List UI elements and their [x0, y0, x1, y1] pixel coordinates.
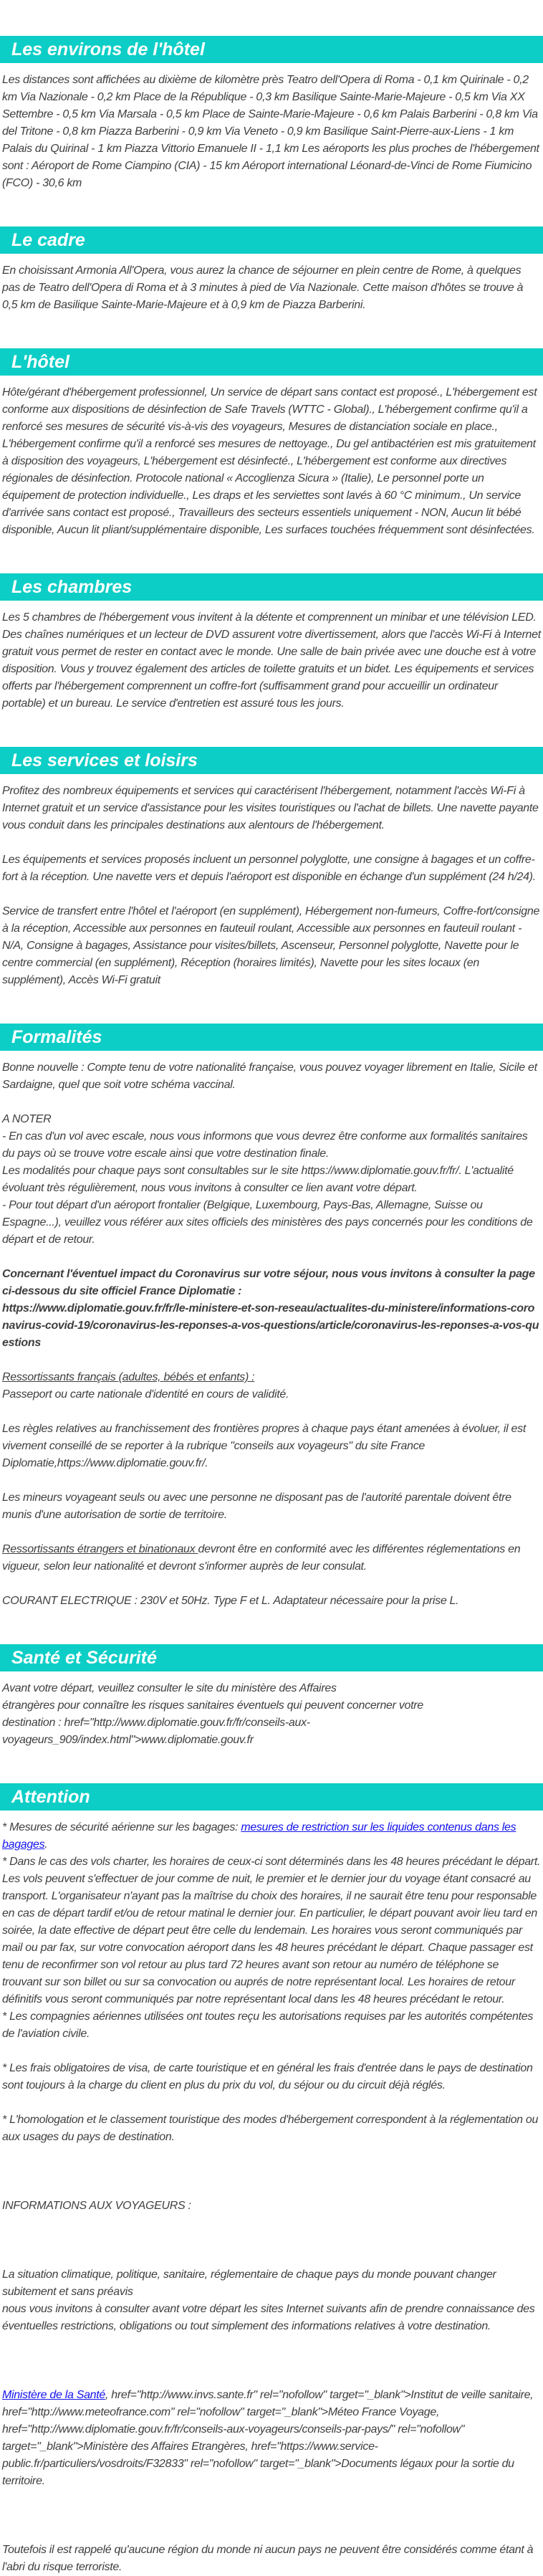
ressortissants-etrangers-rest: devront être en conformité avec les différentes réglementations en vigueur, selon leur nationalité et devront s'informer auprès de leur consulat. [2, 1543, 521, 1573]
section-services [0, 747, 543, 989]
section-environs-title: Les environs de l'hôtel [0, 36, 543, 63]
situation-block [2, 2266, 541, 2335]
section-cadre [0, 226, 543, 314]
section-sante-body [0, 1680, 543, 1749]
ressortissants-fr-heading: Ressortissants français (adultes, bébés et enfants) : [2, 1371, 255, 1383]
coronavirus-block [2, 1266, 541, 1352]
section-chambres [0, 573, 543, 712]
homologation-text: * L'homologation et le classement touristique des modes d'hébergement correspondent à la réglementation ou aux usages du pays de destination. [2, 2114, 539, 2143]
section-services-title: Les services et loisirs [0, 747, 543, 774]
section-formalites-body [0, 1059, 543, 1610]
section-sante-title: Santé et Sécurité [0, 1644, 543, 1671]
section-cadre-title: Le cadre [0, 226, 543, 254]
situation-line: nous vous invitons à consulter avant votre départ les sites Internet suivants afin de prendre connaissance des éventuelles restrictions, obligations ou tout simplement des informations relatives à votre destination. [2, 2303, 535, 2332]
section-formalites-title: Formalités [0, 1024, 543, 1051]
hotel-text: Hôte/gérant d'hébergement professionnel, Un service de départ sans contact est proposé., L'hébergement est conforme aux dispositions de désinfection de Safe Travels (WTTC - Global)., L'hébergement confirme qu'il a renforcé ses mesures de sécurité vis-à-vis des voyageurs, Mesures de distanciation sociale en place., L'hébergement confirme qu'il a renforcé ses mesures de nettoyage., Du gel antibactérien est mis gratuitement à disposition des voyageurs, L'hébergement est désinfecté., L'hébergement est conforme aux directives régionales de désinfection. Protocole national « Accoglienza Sicura » (Italie), Le personnel porte un équipement de protection individuelle., Les draps et les serviettes sont lavés à 60 °C minimum., Un service d'arrivée sans contact est proposé., Travailleurs des secteurs essentiels uniquement - NON, Aucun lit bébé disponible, Aucun lit pliant/supplémentaire disponible, Les surfaces touchées fréquemment sont désinfectées. [2, 386, 537, 536]
section-environs [0, 36, 543, 192]
section-attention-title: Attention [0, 1783, 543, 1811]
section-environs-body [0, 72, 543, 192]
chambres-text: Les 5 chambres de l'hébergement vous invitent à la détente et comprennent un minibar et une télévision LED. Des chaînes numériques et un lecteur de DVD assurent votre divertissement, alors que l'accès Wi-Fi à Internet gratuit vous permet de rester en contact avec le monde. Une salle de bain privée avec une douche est à votre disposition. Vous y trouvez également des articles de toilette gratuits et un bidet. Les équipements et services offerts par l'hébergement comprennent un coffre-fort (suffisamment grand pour accueillir un ordinateur portable) et un bureau. Le service d'entretien est assuré tous les jours. [2, 611, 541, 710]
environs-text: Les distances sont affichées au dixième de kilomètre près Teatro dell'Opera di Roma - 0,1 km Quirinale - 0,2 km Via Nazionale - 0,2 km Place de la République - 0,3 km Basilique Sainte-Marie-Majeure - 0,5 km Via XX Settembre - 0,5 km Via Marsala - 0,5 km Place de Sainte-Marie-Majeure - 0,6 km Palais Barberini - 0,8 km Via del Tritone - 0,8 km Piazza Barberini - 0,9 km Via Veneto - 0,9 km Basilique Saint-Pierre-aux-Liens - 1 km Palais du Quirinal - 1 km Piazza Vittorio Emanuele II - 1,1 km Les aéroports les plus proches de l'hébergement sont : Aéroport de Rome Ciampino (CIA) - 15 km Aéroport international Léonard-de-Vinci de Rome Fiumicino (FCO) - 30,6 km [2, 74, 539, 189]
coronavirus-url: https://www.diplomatie.gouv.fr/fr/le-ministere-et-son-reseau/actualites-du-ministere/informations-coronavirus-covid-19/coronavirus-les-reponses-a-vos-questions/article/coronavirus-les-reponses-a-vos-questions [2, 1302, 539, 1349]
liens-utiles-rest: , href="http://www.invs.sante.fr" rel="nofollow" target="_blank">Institut de veille sanitaire, href="http://www.meteofrance.com" rel="nofollow" target="_blank">Méteo France Voyage, href="http://www.diplomatie.gouv.fr/fr/conseils-aux-voyageurs/conseils-par-pays/" rel="nofollow" target="_blank">Ministère des Affaires Etrangères, href="https://www.service-public.fr/particuliers/vosdroits/F32833" rel="nofollow" target="_blank">Documents légaux pour la sortie du territoire. [2, 2389, 534, 2487]
ministere-sante-link[interactable]: Ministère de la Santé [2, 2389, 106, 2401]
bagages-para [2, 1819, 541, 1854]
section-attention [0, 1783, 543, 2576]
a-noter-line: Les modalités pour chaque pays sont consultables sur le site https://www.diplomatie.gouv.fr/fr/. L'actualité évoluant très régulièrement, nous vous invitons à consulter ce lien avant votre départ. [2, 1165, 514, 1194]
informations-voyageurs-heading: INFORMATIONS AUX VOYAGEURS : [2, 2200, 191, 2212]
compagnies-aeriennes-text: * Les compagnies aériennes utilisées ont toutes reçu les autorisations requises par les autorités compétentes de l'aviation civile. [2, 2010, 534, 2040]
vols-charter-text: * Dans le cas des vols charter, les horaires de ceux-ci sont déterminés dans les 48 heures précédant le départ. Les vols peuvent s'effectuer de jour comme de nuit, le premier et le dernier jour du voyage étant consacré au transport. L'organisateur n'ayant pas la maîtrise du choix des horaires, il ne saurait être tenu pour responsable en cas de départ tardif et/ou de retour matinal le dernier jour. En particulier, le départ pouvant avoir lieu tard en soirée, la date effective de départ peut être celle du lendemain. Les horaires vous seront communiqués par mail ou par fax, sur votre convocation aéroport dans les 48 heures précédant le départ. Chaque passager est tenu de reconfirmer son vol retour au plus tard 72 heures avant son retour au numéro de téléphone se trouvant sur son billet ou sur sa convocation ou auprés de notre représentant local. Les horaires de retour définitifs vous seront communiqués par notre représentant local dans les 48 heures précédant le retour. [2, 1856, 541, 2005]
risque-terroriste-text: Toutefois il est rappelé qu'aucune région du monde ni aucun pays ne peuvent être considérés comme étant à l'abri du risque terroriste. [2, 2544, 534, 2573]
mineurs-text: Les mineurs voyageant seuls ou avec une personne ne disposant pas de l'autorité parentale doivent être munis d'une autorisation de sortie de territoire. [2, 1492, 511, 1521]
section-cadre-body [0, 262, 543, 314]
services-paragraph: Les équipements et services proposés incluent un personnel polyglotte, une consigne à bagages et un coffre-fort à la réception. Une navette vers et depuis l'aéroport est disponible en échange d'un supplément (24 h/24). [2, 854, 536, 883]
ressortissants-fr-block [2, 1369, 541, 1403]
section-chambres-title: Les chambres [0, 573, 543, 601]
a-noter-heading: A NOTER [2, 1113, 52, 1125]
section-hotel-body [0, 384, 543, 539]
liquides-restriction-link[interactable]: mesures de restriction sur les liquides contenus dans les bagages [2, 1821, 516, 1851]
bagages-text-before: * Mesures de sécurité aérienne sur les bagages: [2, 1821, 241, 1833]
a-noter-line: - En cas d'un vol avec escale, nous vous informons que vous devrez être conforme aux formalités sanitaires du pays où se trouve votre escale ainsi que votre destination finale. [2, 1130, 528, 1160]
situation-line: La situation climatique, politique, sanitaire, réglementaire de chaque pays du monde pouvant changer subitement et sans préavis [2, 2269, 496, 2298]
section-attention-body [0, 1819, 543, 2576]
ressortissants-fr-text: Passeport ou carte nationale d'identité en cours de validité. [2, 1388, 289, 1401]
section-hotel-title: L'hôtel [0, 348, 543, 376]
liens-utiles-para [2, 2387, 541, 2490]
section-chambres-body [0, 609, 543, 712]
services-paragraph: Profitez des nombreux équipements et services qui caractérisent l'hébergement, notamment l'accès Wi-Fi à Internet gratuit et un service d'assistance pour les visites touristiques ou l'achat de billets. Une navette payante vous conduit dans les principales destinations aux alentours de l'hébergement. [2, 785, 539, 831]
section-services-body [0, 783, 543, 989]
regles-frontieres-text: Les règles relatives au franchissement des frontières propres à chaque pays étant amenées à évoluer, il est vivement conseillé de se reporter à la rubrique "conseils aux voyageurs" du site France Diplomatie,https://www.diplomatie.gouv.fr/. [2, 1423, 526, 1469]
sante-line: étrangères pour connaître les risques sanitaires éventuels qui peuvent concerner votre [2, 1699, 423, 1712]
sante-line: destination : href="http://www.diplomatie.gouv.fr/fr/conseils-aux-voyageurs_909/index.html">www.diplomatie.gouv.fr [2, 1717, 310, 1746]
section-hotel [0, 348, 543, 539]
bagages-text-after: . [44, 1838, 48, 1851]
coronavirus-text: Concernant l'éventuel impact du Coronavirus sur votre séjour, nous vous invitons à consulter la page ci-dessous du site officiel France Diplomatie : [2, 1268, 535, 1297]
formalites-intro: Bonne nouvelle : Compte tenu de votre nationalité française, vous pouvez voyager librement en Italie, Sicile et Sardaigne, quel que soit votre schéma vaccinal. [2, 1062, 537, 1091]
section-formalites [0, 1024, 543, 1610]
sante-line: Avant votre départ, veuillez consulter le site du ministère des Affaires [2, 1682, 337, 1694]
a-noter-block [2, 1111, 541, 1249]
section-sante [0, 1644, 543, 1749]
services-paragraph: Service de transfert entre l'hôtel et l'aéroport (en supplément), Hébergement non-fumeurs, Coffre-fort/consigne à la réception, Accessible aux personnes en fauteuil roulant, Accessible aux personnes en fauteuil roulant - N/A, Consigne à bagages, Assistance pour visites/billets, Ascenseur, Personnel polyglotte, Navette pour le centre commercial (en supplément), Réception (horaires limités), Navette pour les sites locaux (en supplément), Accès Wi-Fi gratuit [2, 905, 540, 986]
ressortissants-etrangers-underline: Ressortissants étrangers et binationaux [2, 1543, 198, 1555]
a-noter-line: - Pour tout départ d'un aéroport frontalier (Belgique, Luxembourg, Pays-Bas, Allemagne, Suisse ou Espagne...), veuillez vous référer aux sites officiels des ministères des pays concernés pour les conditions de départ et de retour. [2, 1199, 533, 1246]
courant-electrique-text: COURANT ELECTRIQUE : 230V et 50Hz. Type F et L. Adaptateur nécessaire pour la prise L. [2, 1595, 459, 1607]
ressortissants-etrangers-para [2, 1541, 541, 1575]
cadre-text: En choisissant Armonia All'Opera, vous aurez la chance de séjourner en plein centre de Rome, à quelques pas de Teatro dell'Opera di Roma et à 3 minutes à pied de Via Nazionale. Cette maison d'hôtes se trouve à 0,5 km de Basilique Sainte-Marie-Majeure et à 0,9 km de Piazza Barberini. [2, 264, 524, 311]
frais-visa-text: * Les frais obligatoires de visa, de carte touristique et en général les frais d'entrée dans le pays de destination sont toujours à la charge du client en plus du prix du vol, du séjour ou du circuit déjà réglés. [2, 2062, 533, 2091]
